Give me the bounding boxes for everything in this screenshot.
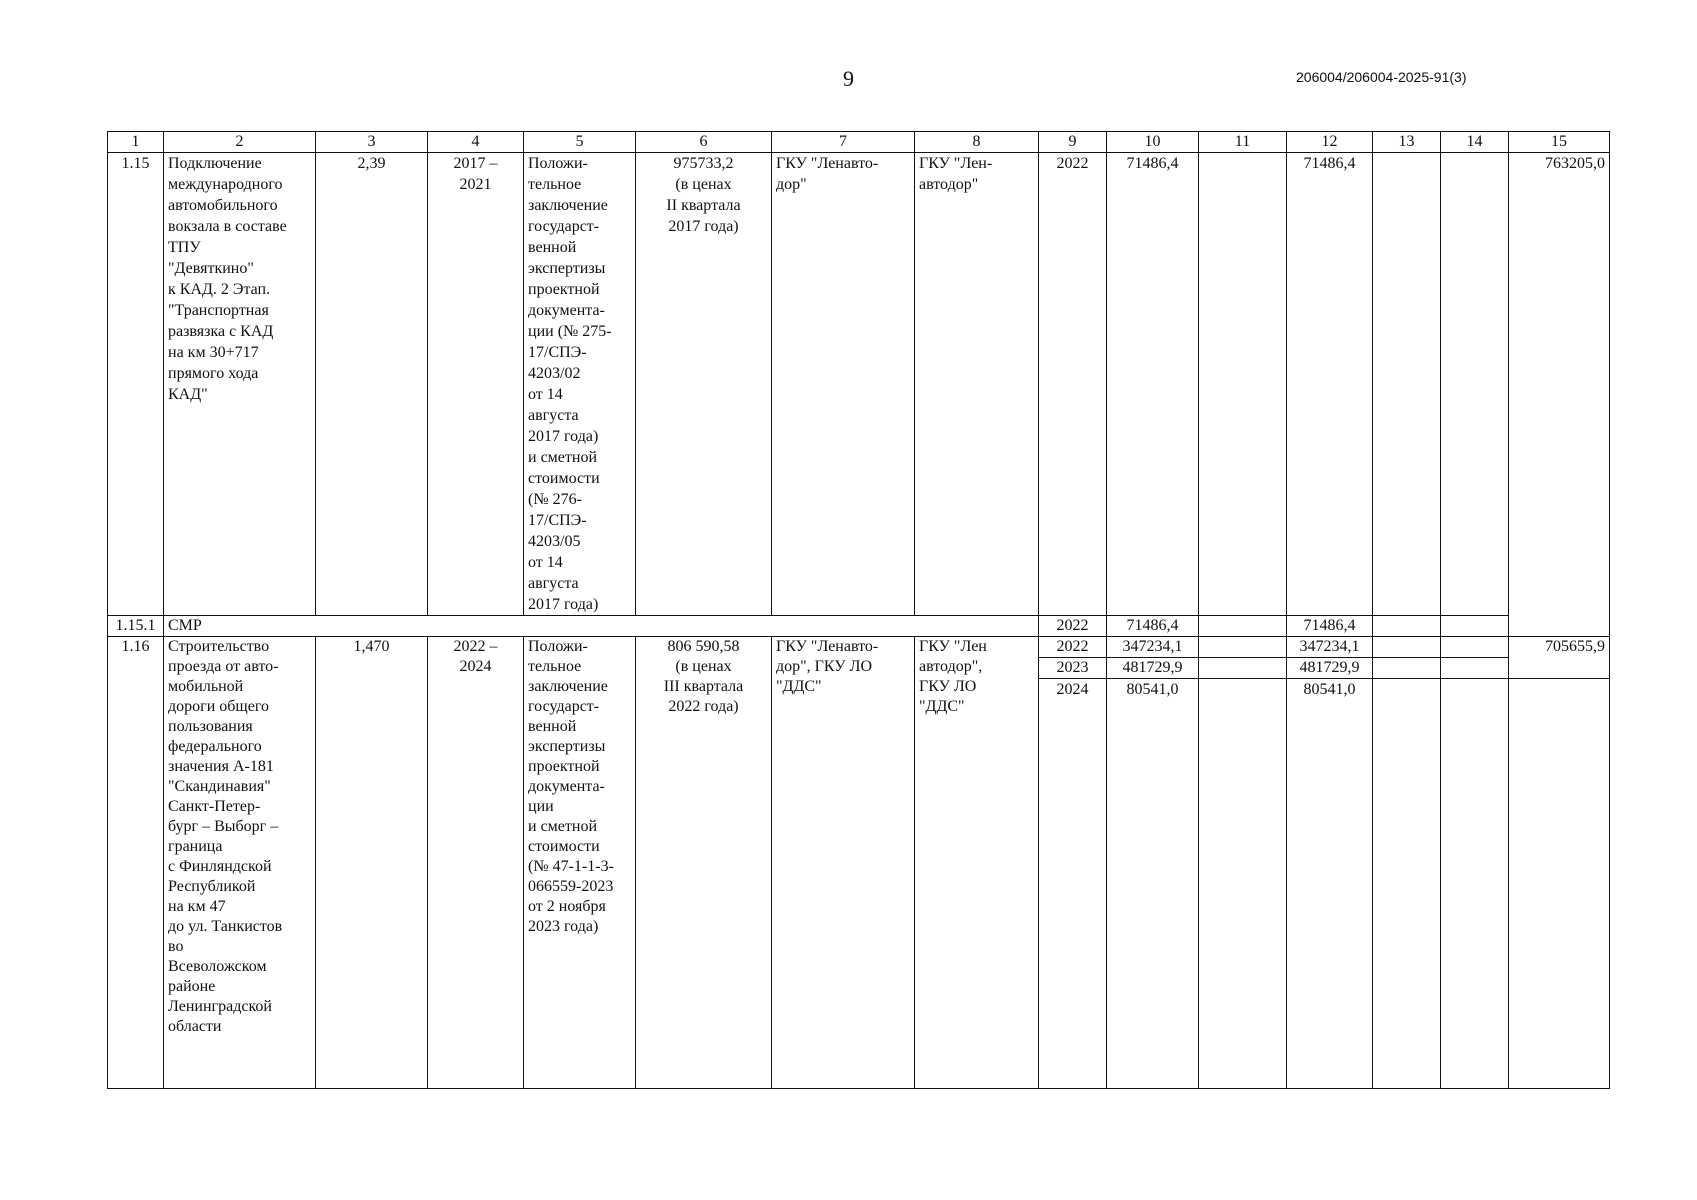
row-number: 1.15	[108, 153, 164, 616]
amount-cell	[1373, 153, 1441, 616]
amount-cell	[1441, 637, 1509, 658]
capacity-cell: 2,39	[316, 153, 428, 616]
object-name: Подключение международного автомобильного вокзала в составе ТПУ "Девяткино" к КАД. 2 Этап. "Транспортная развязка с КАД на км 30+717 прямого хода КАД"	[164, 153, 316, 616]
header-cell: 1	[108, 132, 164, 153]
amount-cell: 71486,4	[1287, 616, 1373, 637]
period-cell: 2022 – 2024	[428, 637, 524, 1089]
amount-cell	[1441, 616, 1509, 637]
header-cell: 9	[1039, 132, 1107, 153]
developer-cell: ГКУ "Лен автодор", ГКУ ЛО "ДДС"	[915, 637, 1039, 1089]
header-cell: 12	[1287, 132, 1373, 153]
amount-cell: 71486,4	[1287, 153, 1373, 616]
year-cell: 2022	[1039, 637, 1107, 658]
amount-cell: 71486,4	[1107, 153, 1199, 616]
object-name: Строительство проезда от авто- мобильной дороги общего пользования федерального значения А-181 "Скандинавия" Санкт-Петер- бург – Выборг – граница с Финляндской Республикой на км 47 до ул. Танкистов во Всеволожском районе Ленинградской области	[164, 637, 316, 1089]
object-name: СМР	[164, 616, 1039, 637]
remaining-cell: 763205,0	[1509, 153, 1610, 637]
amount-cell: 481729,9	[1107, 658, 1199, 679]
amount-cell: 347234,1	[1287, 637, 1373, 658]
cost-cell: 975733,2 (в ценах II квартала 2017 года)	[636, 153, 772, 616]
header-cell: 15	[1509, 132, 1610, 153]
amount-cell	[1199, 153, 1287, 616]
header-cell: 11	[1199, 132, 1287, 153]
table-row	[108, 637, 1610, 658]
amount-cell	[1441, 153, 1509, 616]
amount-cell	[1373, 658, 1441, 679]
remaining-cell	[1509, 679, 1610, 1089]
year-cell: 2022	[1039, 616, 1107, 637]
amount-cell	[1199, 658, 1287, 679]
investment-table	[107, 131, 1610, 1089]
header-cell: 6	[636, 132, 772, 153]
amount-cell	[1373, 616, 1441, 637]
header-cell: 5	[524, 132, 636, 153]
amount-cell: 347234,1	[1107, 637, 1199, 658]
period-cell: 2017 – 2021	[428, 153, 524, 616]
header-cell: 4	[428, 132, 524, 153]
header-cell: 8	[915, 132, 1039, 153]
cost-cell: 806 590,58 (в ценах III квартала 2022 года)	[636, 637, 772, 1089]
amount-cell	[1441, 679, 1509, 1089]
amount-cell	[1373, 637, 1441, 658]
amount-cell: 481729,9	[1287, 658, 1373, 679]
amount-cell	[1373, 679, 1441, 1089]
customer-cell: ГКУ "Ленавто- дор"	[772, 153, 915, 616]
year-cell: 2024	[1039, 679, 1107, 1089]
table-row	[108, 616, 1610, 637]
year-cell: 2022	[1039, 153, 1107, 616]
header-cell: 14	[1441, 132, 1509, 153]
customer-cell: ГКУ "Ленавто- дор", ГКУ ЛО "ДДС"	[772, 637, 915, 1089]
header-cell: 3	[316, 132, 428, 153]
expertise-cell: Положи- тельное заключение государст- венной экспертизы проектной документа- ции (№ 275- 17/СПЭ- 4203/02 от 14 августа 2017 года) и сметной стоимости (№ 276- 17/СПЭ- 4203/05 от 14 августа 2017 года)	[524, 153, 636, 616]
page-number: 9	[843, 66, 854, 91]
document-id: 206004/206004-2025-91(3)	[1296, 69, 1467, 85]
year-cell: 2023	[1039, 658, 1107, 679]
developer-cell: ГКУ "Лен- автодор"	[915, 153, 1039, 616]
amount-cell	[1199, 637, 1287, 658]
header-cell: 2	[164, 132, 316, 153]
header-row	[108, 132, 1610, 153]
header-cell: 13	[1373, 132, 1441, 153]
header-cell: 7	[772, 132, 915, 153]
amount-cell: 80541,0	[1107, 679, 1199, 1089]
header-cell: 10	[1107, 132, 1199, 153]
amount-cell	[1199, 616, 1287, 637]
table-row	[108, 153, 1610, 616]
amount-cell: 80541,0	[1287, 679, 1373, 1089]
row-number: 1.16	[108, 637, 164, 1089]
remaining-cell: 705655,9	[1509, 637, 1610, 679]
row-number: 1.15.1	[108, 616, 164, 637]
amount-cell	[1441, 658, 1509, 679]
expertise-cell: Положи- тельное заключение государст- венной экспертизы проектной документа- ции и сметной стоимости (№ 47-1-1-3- 066559-2023 от 2 ноября 2023 года)	[524, 637, 636, 1089]
amount-cell	[1199, 679, 1287, 1089]
capacity-cell: 1,470	[316, 637, 428, 1089]
amount-cell: 71486,4	[1107, 616, 1199, 637]
